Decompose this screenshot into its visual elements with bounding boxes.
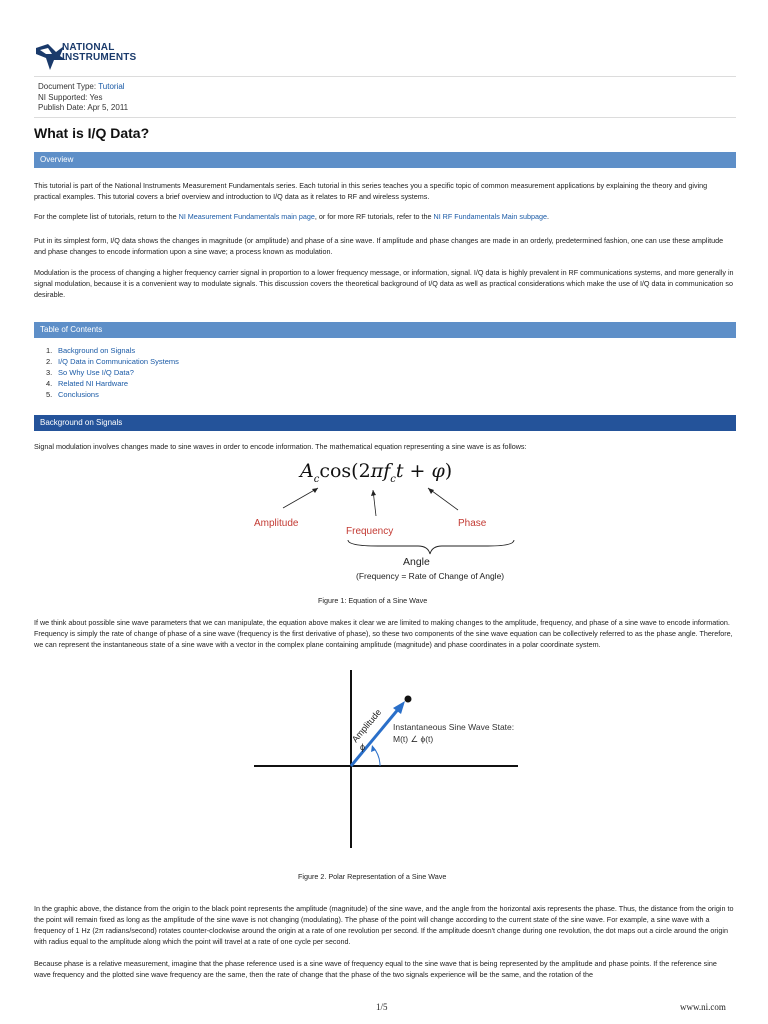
- toc-number: 2.: [46, 357, 53, 366]
- table-of-contents: [46, 345, 179, 400]
- overview-paragraph-3: Put in its simplest form, I/Q data shows the changes in magnitude (or amplitude) and phase of a sine wave. If amplitude and phase changes are made in an orderly, predetermined fashion, one can use these amplitude and phase changes to encode information upon a sine wave; a process known as modulation.: [34, 236, 724, 256]
- doc-type-row: [38, 82, 732, 93]
- phase-label: Phase: [458, 518, 487, 529]
- measurement-fundamentals-link[interactable]: NI Measurement Fundamentals main page: [178, 212, 315, 221]
- phi-symbol: ϕ: [360, 742, 366, 752]
- overview-paragraph-4: Modulation is the process of changing a higher frequency carrier signal in proportion to a lower frequency message, or information, signal. I/Q data is highly prevalent in RF communications systems, and more generally in signal modulation, because it is a convenient way to modulate signals. This discussion covers the theoretical background of I/Q data as well as practical considerations which make the use of I/Q data in communication so desirable.: [34, 268, 734, 299]
- toc-number: 3.: [46, 368, 53, 377]
- toc-link-why-iq[interactable]: So Why Use I/Q Data?: [58, 368, 134, 377]
- ni-supported: NI Supported: Yes: [38, 92, 103, 102]
- background-paragraph-1: Signal modulation involves changes made to sine waves in order to encode information. The mathematical equation representing a sine wave is as follows:: [34, 442, 527, 451]
- footer-url[interactable]: www.ni.com: [680, 1002, 726, 1012]
- toc-link-iq-communication[interactable]: I/Q Data in Communication Systems: [58, 357, 179, 366]
- overview-p2-text-c: .: [546, 212, 549, 221]
- ni-logo[interactable]: [34, 40, 144, 74]
- toc-item: [46, 356, 179, 367]
- brand-line-1: NATIONAL: [62, 42, 115, 53]
- page-title: What is I/Q Data?: [34, 125, 150, 141]
- overview-paragraph-1: This tutorial is part of the National Instruments Measurement Fundamentals series. Each tutorial in this series teaches you a specific topic of common measurement applications by explaining the theory and giving practical examples. This tutorial covers a brief overview and introduction to I/Q data as it relates to RF and wireless systems.: [34, 181, 708, 201]
- sine-equation: $A_c\cos(2\pi f_ct + \varphi)$: [300, 460, 453, 485]
- page-number: 1/5: [376, 1002, 388, 1012]
- figure-1-equation: [248, 458, 520, 588]
- polar-diagram: [248, 668, 528, 858]
- angle-label: Angle: [403, 556, 430, 568]
- overview-header: Overview: [34, 152, 736, 168]
- frequency-label: Frequency: [346, 526, 394, 537]
- figure-1-caption: Figure 1: Equation of a Sine Wave: [318, 596, 428, 605]
- toc-item: [46, 378, 179, 389]
- figure-2-caption: Figure 2. Polar Representation of a Sine Wave: [298, 872, 447, 881]
- sine-state-point: [405, 696, 412, 703]
- document-meta: [34, 76, 736, 118]
- amplitude-label: Amplitude: [254, 518, 299, 529]
- toc-item: [46, 389, 179, 400]
- overview-p2-text-a: For the complete list of tutorials, return to the: [34, 212, 179, 221]
- overview-p2-text-b: , or for more RF tutorials, refer to the: [314, 212, 434, 221]
- angle-subtitle: (Frequency = Rate of Change of Angle): [356, 571, 505, 581]
- background-paragraph-4: Because phase is a relative measurement, imagine that the phase reference used is a sine wave of frequency equal to the sine wave that is being represented by the amplitude and phase points. If the reference sine wave frequency and the plotted sine wave frequency are the same, then the rate of change that the phase of the two signals experience will be the same, and the rotation of the: [34, 959, 717, 979]
- background-paragraph-3: In the graphic above, the distance from the origin to the black point represents the amplitude (magnitude) of the sine wave, and the angle from the horizontal axis represents the phase. Thus, the distance from the origin to the point will remain fixed as long as the amplitude of the sine wave is not changing (modulating). The phase of the point will change according to the current state of the sine wave. For example, a sine wave with a frequency of 1 Hz (2π radians/second) rotates counter-clockwise around the origin at a rate of one revolution per second. If the amplitude doesn't change during one revolution, the dot maps out a circle around the origin with radius equal to the amplitude along which the point will travel at a rate of one cycle per second.: [34, 904, 734, 946]
- toc-link-hardware[interactable]: Related NI Hardware: [58, 379, 129, 388]
- state-label-line-1: Instantaneous Sine Wave State:: [393, 722, 515, 732]
- rf-fundamentals-link[interactable]: NI RF Fundamentals Main subpage: [433, 212, 547, 221]
- state-label-line-2: M(t) ∠ ϕ(t): [393, 734, 434, 744]
- amplitude-vector-label: Amplitude: [349, 707, 384, 745]
- brand-line-2: INSTRUMENTS: [62, 52, 137, 63]
- toc-number: 1.: [46, 346, 53, 355]
- publish-date: Publish Date: Apr 5, 2011: [38, 103, 129, 112]
- toc-item: [46, 367, 179, 378]
- toc-header: Table of Contents: [34, 322, 736, 338]
- figure-2-polar: [248, 668, 528, 858]
- background-paragraph-2: If we think about possible sine wave parameters that we can manipulate, the equation above makes it clear we are limited to making changes to the amplitude, frequency, and phase of a sine wave to encode information. Frequency is simply the rate of change of phase of a sine wave (frequency is the first derivative of phase), so these two components of the sine wave equation can be collectively referred to as the phase angle. Therefore, we can represent the instantaneous state of a sine wave with a vector in the complex plane containing amplitude (magnitude) and phase coordinates in a polar coordinate system.: [34, 618, 733, 649]
- toc-item: [46, 345, 179, 356]
- toc-link-conclusions[interactable]: Conclusions: [58, 390, 99, 399]
- toc-number: 4.: [46, 379, 53, 388]
- brand-wordmark: [62, 43, 136, 63]
- toc-link-background[interactable]: Background on Signals: [58, 346, 136, 355]
- background-header: Background on Signals: [34, 415, 736, 431]
- overview-paragraph-2: [34, 211, 734, 222]
- doc-type-link[interactable]: Tutorial: [98, 82, 125, 91]
- toc-number: 5.: [46, 390, 53, 399]
- doc-type-label: Document Type:: [38, 82, 99, 91]
